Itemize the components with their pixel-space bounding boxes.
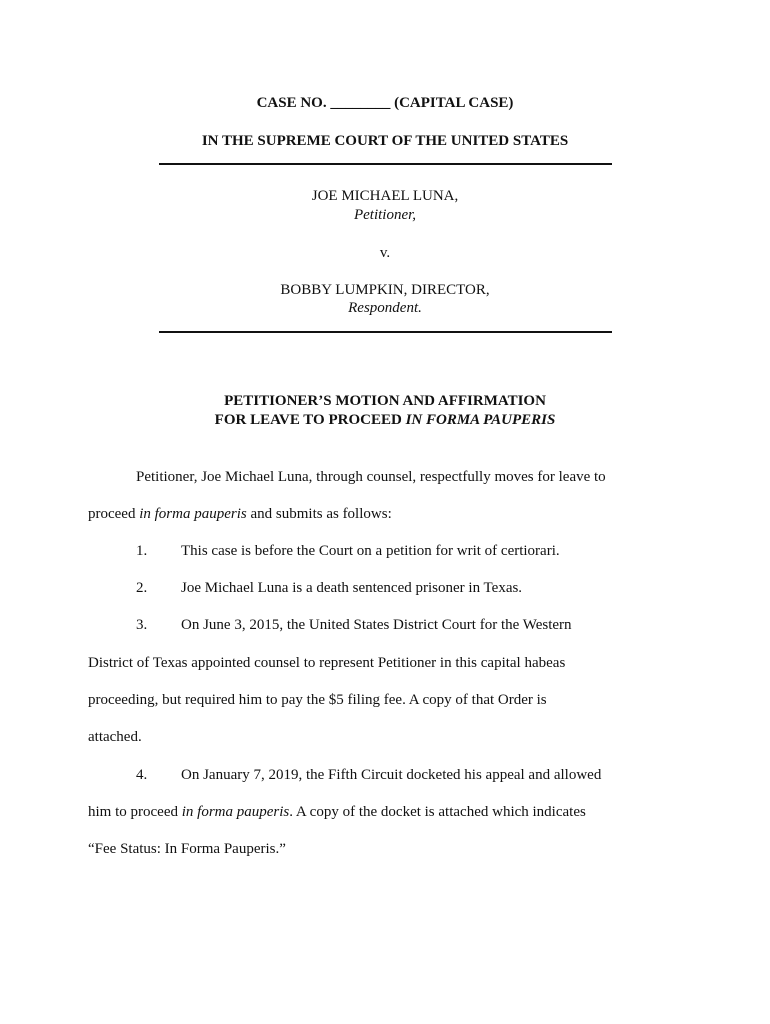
motion-title-line2-prefix: FOR LEAVE TO PROCEED <box>214 412 406 428</box>
item-4-line1: On January 7, 2019, the Fifth Circuit docketed his appeal and allowed <box>181 767 602 783</box>
motion-title-line2 <box>0 411 770 430</box>
petitioner-role: Petitioner, <box>353 207 417 223</box>
item-4-line2-prefix: him to proceed <box>88 804 182 820</box>
intro-line2-suffix: and submits as follows: <box>246 506 392 522</box>
item-2-number: 2. <box>136 580 148 596</box>
item-3-line2: District of Texas appointed counsel to represent Petitioner in this capital habeas <box>88 655 566 671</box>
case-number-line: CASE NO. ________ (CAPITAL CASE) <box>256 95 514 111</box>
petitioner-name: JOE MICHAEL LUNA, <box>311 188 459 204</box>
intro-line-2 <box>88 504 688 524</box>
item-3-line3: proceeding, but required him to pay the $5 filing fee. A copy of that Order is <box>88 692 547 708</box>
item-3-number: 3. <box>136 617 148 633</box>
motion-title-line1: PETITIONER’S MOTION AND AFFIRMATION <box>224 393 546 409</box>
intro-line2-prefix: proceed <box>88 506 140 522</box>
versus: v. <box>379 245 391 261</box>
intro-line2-italic: in forma pauperis <box>139 506 247 522</box>
item-1-number: 1. <box>136 543 148 559</box>
intro-line-1: Petitioner, Joe Michael Luna, through counsel, respectfully moves for leave to <box>136 469 606 485</box>
item-3-line4: attached. <box>88 729 142 745</box>
top-divider <box>159 163 612 165</box>
item-4-number: 4. <box>136 767 148 783</box>
item-4-line2-italic: in forma pauperis <box>181 804 290 820</box>
court-name: IN THE SUPREME COURT OF THE UNITED STATES <box>201 133 569 149</box>
item-4-line3: “Fee Status: In Forma Pauperis.” <box>88 841 286 857</box>
item-4-line2 <box>88 802 688 822</box>
motion-title-line2-italic: IN FORMA PAUPERIS <box>405 412 556 428</box>
item-3-line1: On June 3, 2015, the United States District Court for the Western <box>181 617 572 633</box>
item-2-line1: Joe Michael Luna is a death sentenced prisoner in Texas. <box>181 580 523 596</box>
respondent-name: BOBBY LUMPKIN, DIRECTOR, <box>280 282 490 298</box>
respondent-role: Respondent. <box>348 300 422 316</box>
bottom-divider <box>159 331 612 333</box>
item-4-line2-suffix: . A copy of the docket is attached which indicates <box>289 804 586 820</box>
item-1-line1: This case is before the Court on a petition for writ of certiorari. <box>181 543 560 559</box>
